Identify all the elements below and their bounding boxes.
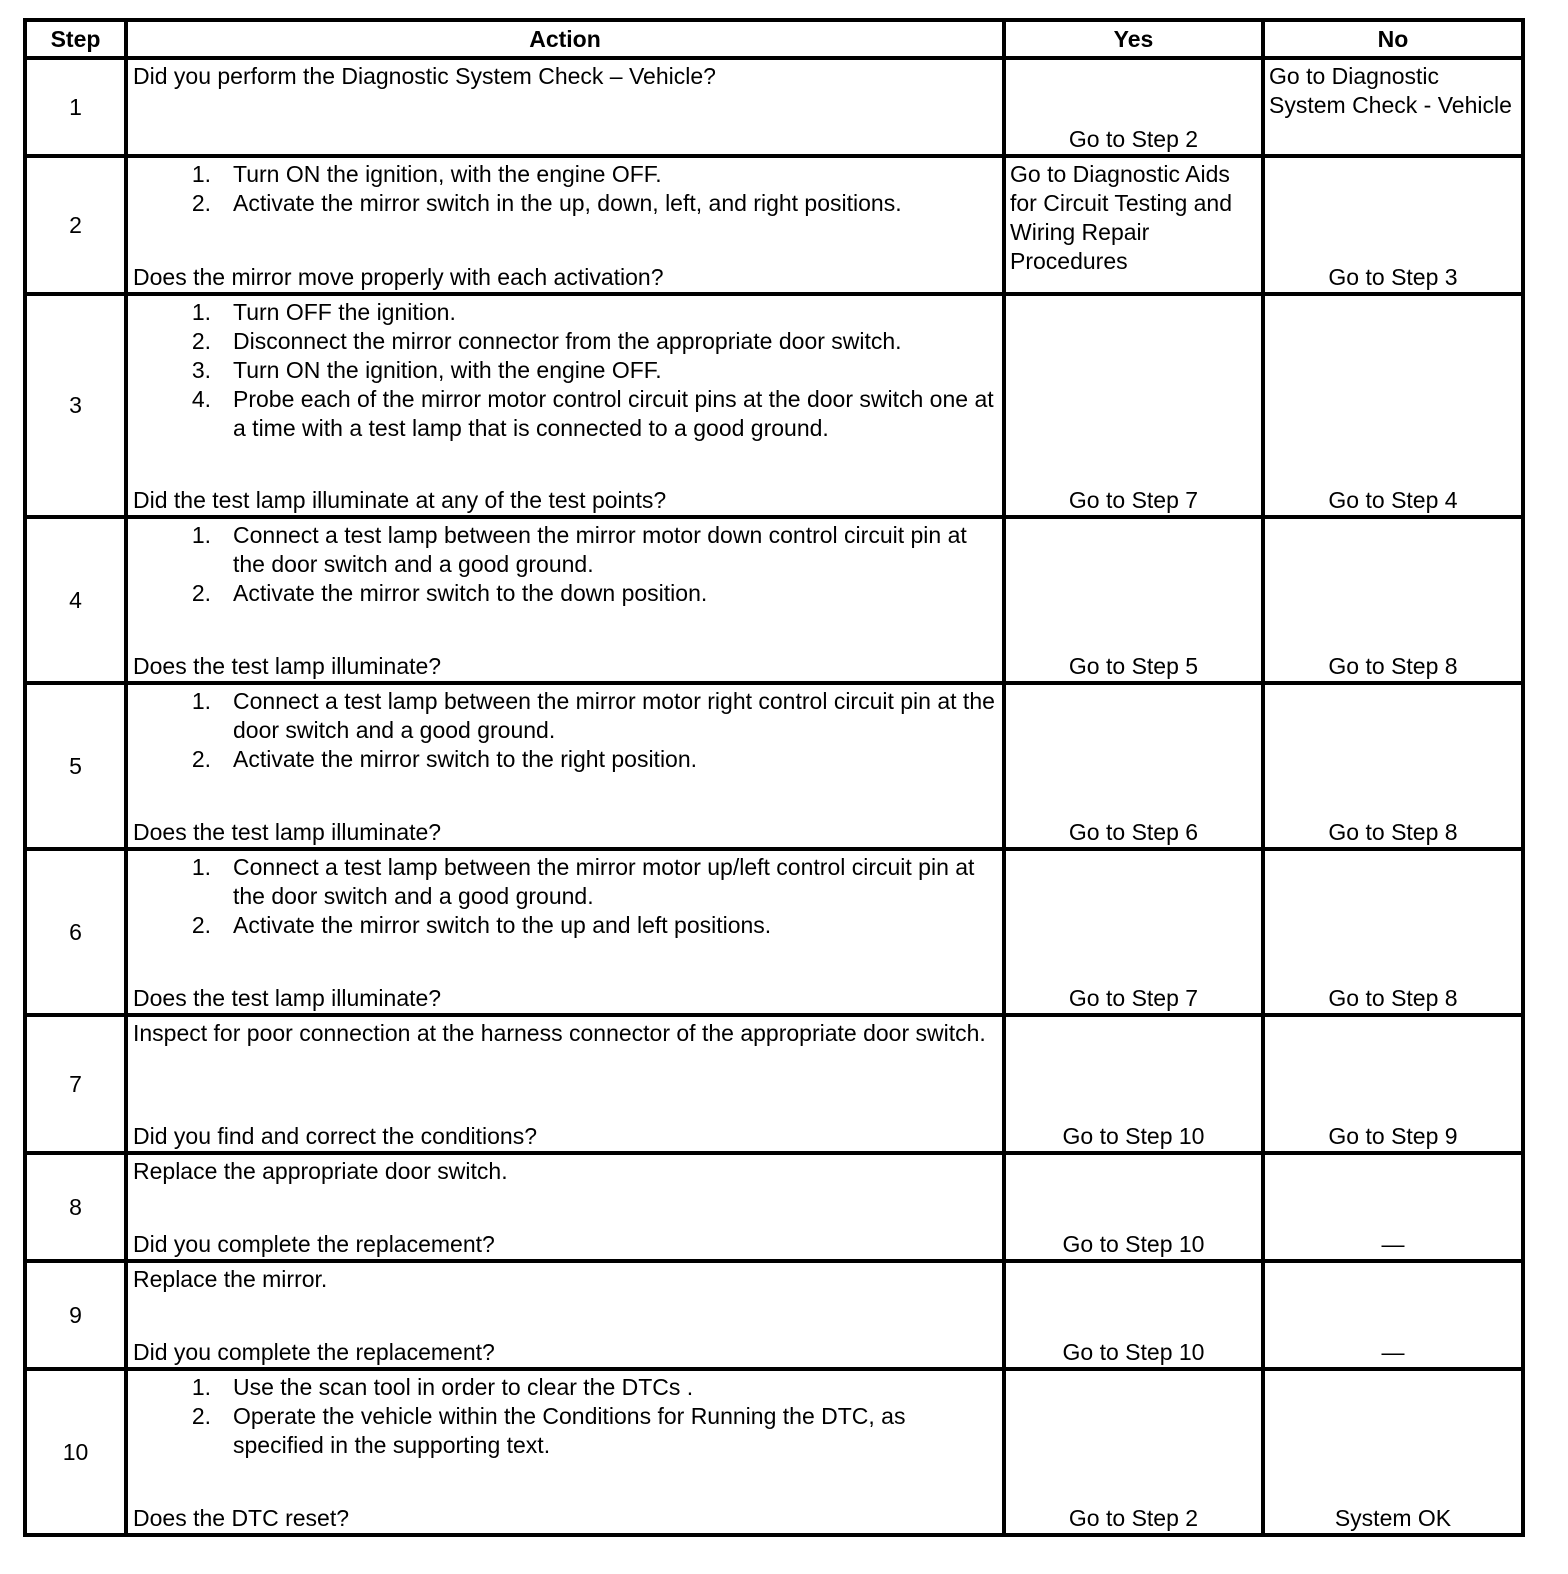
action-content bbox=[128, 296, 1002, 515]
header-row bbox=[25, 20, 1523, 58]
diagnostic-table-container bbox=[23, 18, 1521, 1537]
no-cell: Go to Step 8 bbox=[1263, 683, 1523, 849]
list-item-number: 1. bbox=[191, 161, 211, 187]
action-step-list bbox=[133, 853, 997, 940]
list-item-text: Activate the mirror switch to the up and left positions. bbox=[233, 912, 772, 938]
yes-cell: Go to Step 2 bbox=[1004, 58, 1263, 156]
list-item bbox=[133, 911, 997, 940]
action-content bbox=[128, 685, 1002, 847]
action-top bbox=[133, 62, 997, 91]
table-row bbox=[25, 1369, 1523, 1535]
no-cell: Go to Diagnostic System Check - Vehicle bbox=[1263, 58, 1523, 156]
action-top bbox=[133, 1373, 997, 1460]
table-row bbox=[25, 294, 1523, 517]
list-item-text: Connect a test lamp between the mirror motor down control circuit pin at the door switch and a good ground. bbox=[233, 522, 967, 577]
step-number: 4 bbox=[25, 517, 126, 683]
yes-cell: Go to Step 2 bbox=[1004, 1369, 1263, 1535]
yes-cell: Go to Diagnostic Aids for Circuit Testing and Wiring Repair Procedures bbox=[1004, 156, 1263, 294]
step-number: 2 bbox=[25, 156, 126, 294]
yes-cell: Go to Step 5 bbox=[1004, 517, 1263, 683]
action-question: Does the test lamp illuminate? bbox=[133, 985, 442, 1011]
list-item bbox=[133, 160, 997, 189]
action-content bbox=[128, 60, 1002, 154]
no-cell: Go to Step 4 bbox=[1263, 294, 1523, 517]
step-number: 5 bbox=[25, 683, 126, 849]
action-cell bbox=[126, 156, 1004, 294]
no-cell: Go to Step 8 bbox=[1263, 517, 1523, 683]
list-item bbox=[133, 1373, 997, 1402]
no-cell: Go to Step 3 bbox=[1263, 156, 1523, 294]
action-top bbox=[133, 1019, 997, 1048]
header-step: Step bbox=[25, 20, 126, 58]
step-number: 7 bbox=[25, 1015, 126, 1153]
list-item-text: Operate the vehicle within the Conditions for Running the DTC, as specified in the supporting text. bbox=[233, 1403, 906, 1458]
step-number: 6 bbox=[25, 849, 126, 1015]
action-intro-text: Replace the mirror. bbox=[133, 1266, 328, 1292]
yes-cell: Go to Step 7 bbox=[1004, 849, 1263, 1015]
action-top bbox=[133, 160, 997, 218]
list-item bbox=[133, 189, 997, 218]
action-question: Does the mirror move properly with each activation? bbox=[133, 264, 664, 290]
list-item bbox=[133, 745, 997, 774]
list-item-text: Disconnect the mirror connector from the appropriate door switch. bbox=[233, 328, 902, 354]
table-row bbox=[25, 683, 1523, 849]
action-cell bbox=[126, 58, 1004, 156]
step-number: 10 bbox=[25, 1369, 126, 1535]
action-intro-text: Replace the appropriate door switch. bbox=[133, 1158, 508, 1184]
action-question: Does the DTC reset? bbox=[133, 1505, 350, 1531]
table-row bbox=[25, 849, 1523, 1015]
list-item-text: Turn ON the ignition, with the engine OFF. bbox=[233, 357, 662, 383]
table-body bbox=[25, 58, 1523, 1535]
step-number: 1 bbox=[25, 58, 126, 156]
list-item bbox=[133, 687, 997, 745]
yes-cell: Go to Step 10 bbox=[1004, 1153, 1263, 1261]
list-item-number: 4. bbox=[191, 386, 211, 412]
action-top bbox=[133, 521, 997, 608]
table-row bbox=[25, 1015, 1523, 1153]
list-item-number: 2. bbox=[191, 190, 211, 216]
list-item bbox=[133, 356, 997, 385]
action-question: Did you find and correct the conditions? bbox=[133, 1123, 538, 1149]
action-content bbox=[128, 1155, 1002, 1259]
list-item-number: 2. bbox=[191, 1403, 211, 1429]
action-content bbox=[128, 158, 1002, 292]
list-item-text: Activate the mirror switch in the up, down, left, and right positions. bbox=[233, 190, 902, 216]
action-question: Did you complete the replacement? bbox=[133, 1339, 495, 1365]
action-cell bbox=[126, 294, 1004, 517]
list-item bbox=[133, 385, 997, 443]
action-step-list bbox=[133, 1373, 997, 1460]
yes-cell: Go to Step 10 bbox=[1004, 1015, 1263, 1153]
list-item-number: 2. bbox=[191, 746, 211, 772]
list-item bbox=[133, 298, 997, 327]
list-item-text: Connect a test lamp between the mirror motor right control circuit pin at the door switch and a good ground. bbox=[233, 688, 995, 743]
no-cell: System OK bbox=[1263, 1369, 1523, 1535]
action-top bbox=[133, 853, 997, 940]
action-step-list bbox=[133, 687, 997, 774]
action-step-list bbox=[133, 521, 997, 608]
action-question: Does the test lamp illuminate? bbox=[133, 819, 442, 845]
diagnostic-table bbox=[23, 18, 1525, 1537]
step-number: 8 bbox=[25, 1153, 126, 1261]
list-item-number: 2. bbox=[191, 912, 211, 938]
no-cell: — bbox=[1263, 1153, 1523, 1261]
action-intro-text: Did you perform the Diagnostic System Check – Vehicle? bbox=[133, 63, 716, 89]
action-cell bbox=[126, 1153, 1004, 1261]
action-top bbox=[133, 1157, 997, 1186]
list-item bbox=[133, 327, 997, 356]
no-cell: Go to Step 9 bbox=[1263, 1015, 1523, 1153]
list-item-number: 1. bbox=[191, 854, 211, 880]
no-cell: — bbox=[1263, 1261, 1523, 1369]
action-cell bbox=[126, 1369, 1004, 1535]
yes-cell: Go to Step 7 bbox=[1004, 294, 1263, 517]
yes-cell: Go to Step 10 bbox=[1004, 1261, 1263, 1369]
no-cell: Go to Step 8 bbox=[1263, 849, 1523, 1015]
action-question: Did the test lamp illuminate at any of the test points? bbox=[133, 487, 667, 513]
list-item-number: 2. bbox=[191, 580, 211, 606]
list-item-text: Turn OFF the ignition. bbox=[233, 299, 456, 325]
table-row bbox=[25, 517, 1523, 683]
list-item-text: Activate the mirror switch to the down position. bbox=[233, 580, 708, 606]
action-cell bbox=[126, 517, 1004, 683]
action-top bbox=[133, 687, 997, 774]
table-row bbox=[25, 1261, 1523, 1369]
list-item bbox=[133, 853, 997, 911]
list-item-number: 2. bbox=[191, 328, 211, 354]
header-action: Action bbox=[126, 20, 1004, 58]
action-cell bbox=[126, 849, 1004, 1015]
action-question: Does the test lamp illuminate? bbox=[133, 653, 442, 679]
action-question: Did you complete the replacement? bbox=[133, 1231, 495, 1257]
list-item bbox=[133, 521, 997, 579]
list-item-text: Use the scan tool in order to clear the DTCs . bbox=[233, 1374, 694, 1400]
action-cell bbox=[126, 1015, 1004, 1153]
list-item-text: Probe each of the mirror motor control circuit pins at the door switch one at a time with a test lamp that is connected to a good ground. bbox=[233, 386, 994, 441]
table-row bbox=[25, 58, 1523, 156]
list-item bbox=[133, 579, 997, 608]
action-top bbox=[133, 298, 997, 443]
action-step-list bbox=[133, 298, 997, 443]
action-intro-text: Inspect for poor connection at the harness connector of the appropriate door switch. bbox=[133, 1020, 986, 1046]
list-item-number: 1. bbox=[191, 688, 211, 714]
list-item-number: 3. bbox=[191, 357, 211, 383]
list-item-number: 1. bbox=[191, 522, 211, 548]
table-row bbox=[25, 1153, 1523, 1261]
action-top bbox=[133, 1265, 997, 1294]
list-item-number: 1. bbox=[191, 1374, 211, 1400]
step-number: 3 bbox=[25, 294, 126, 517]
action-content bbox=[128, 1017, 1002, 1151]
header-no: No bbox=[1263, 20, 1523, 58]
action-content bbox=[128, 851, 1002, 1013]
action-content bbox=[128, 1371, 1002, 1533]
list-item bbox=[133, 1402, 997, 1460]
list-item-text: Activate the mirror switch to the right position. bbox=[233, 746, 698, 772]
action-step-list bbox=[133, 160, 997, 218]
step-number: 9 bbox=[25, 1261, 126, 1369]
table-row bbox=[25, 156, 1523, 294]
action-cell bbox=[126, 1261, 1004, 1369]
action-content bbox=[128, 1263, 1002, 1367]
yes-cell: Go to Step 6 bbox=[1004, 683, 1263, 849]
action-cell bbox=[126, 683, 1004, 849]
header-yes: Yes bbox=[1004, 20, 1263, 58]
action-content bbox=[128, 519, 1002, 681]
list-item-number: 1. bbox=[191, 299, 211, 325]
list-item-text: Turn ON the ignition, with the engine OFF. bbox=[233, 161, 662, 187]
list-item-text: Connect a test lamp between the mirror motor up/left control circuit pin at the door switch and a good ground. bbox=[233, 854, 975, 909]
